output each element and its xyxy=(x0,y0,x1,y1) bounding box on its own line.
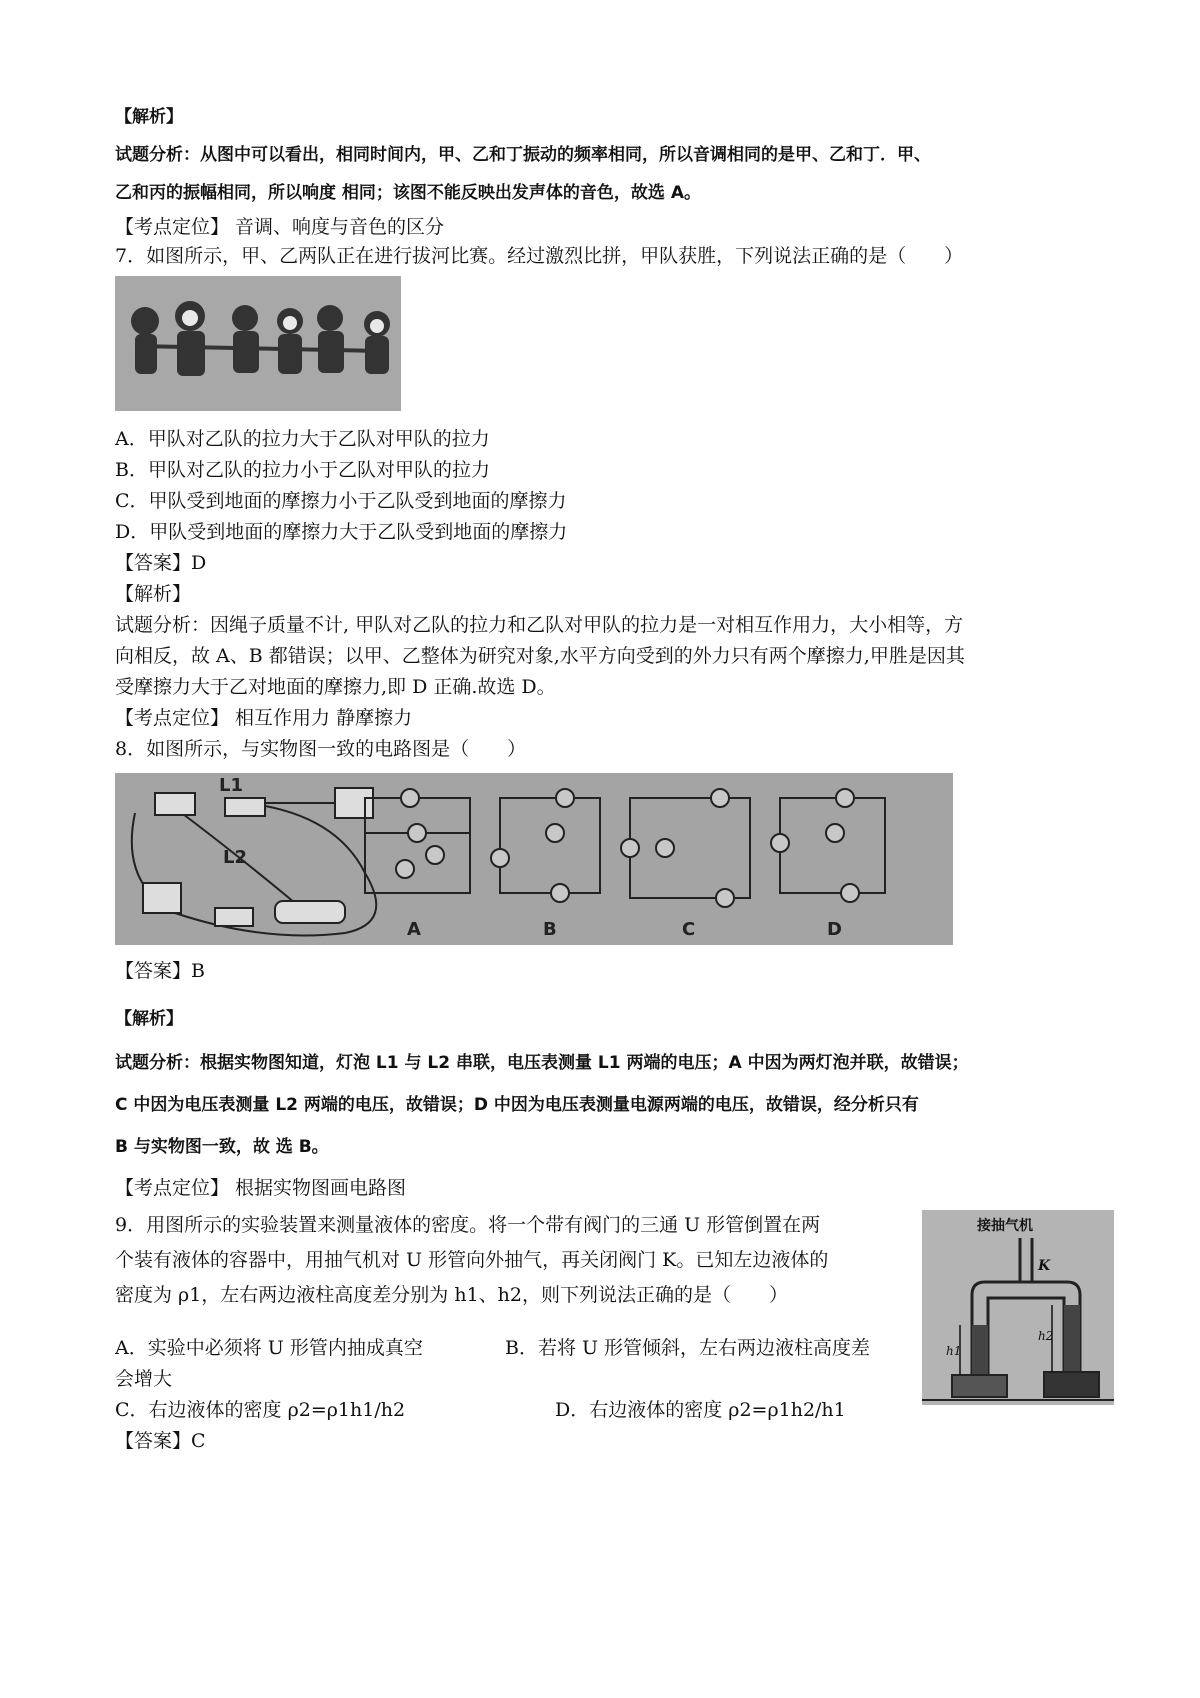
q8-analysis-line3: B 与实物图一致，故 选 B。 xyxy=(115,1137,329,1157)
pump-label: 接抽气机 xyxy=(977,1218,1033,1234)
q7-option-a: A．甲队对乙队的拉力大于乙队对甲队的拉力 xyxy=(115,428,490,450)
q9-answer: 【答案】C xyxy=(115,1430,206,1452)
q6-analysis-line1: 试题分析：从图中可以看出，相同时间内，甲、乙和丁振动的频率相同，所以音调相同的是甲、乙和丁．甲、 xyxy=(115,145,931,165)
q8-analysis-line2: C 中因为电压表测量 L2 两端的电压，故错误；D 中因为电压表测量电源两端的电压，故错误，经分析只有 xyxy=(115,1095,919,1115)
h2-label: h2 xyxy=(1038,1329,1054,1343)
q9-stem-line2: 个装有液体的容器中，用抽气机对 U 形管向外抽气，再关闭阀门 K。已知左边液体的 xyxy=(115,1249,829,1271)
q9-stem-line1: 9．用图所示的实验装置来测量液体的密度。将一个带有阀门的三通 U 形管倒置在两 xyxy=(115,1214,821,1236)
q8-kaodian: 【考点定位】 根据实物图画电路图 xyxy=(115,1177,407,1199)
q7-analysis-line3: 受摩擦力大于乙对地面的摩擦力,即 D 正确.故选 D。 xyxy=(115,676,556,698)
q7-analysis-line2: 向相反，故 A、B 都错误；以甲、乙整体为研究对象,水平方向受到的外力只有两个摩擦力,甲胜是因其 xyxy=(115,645,965,667)
q9-stem-line3: 密度为 ρ1，左右两边液柱高度差分别为 h1、h2，则下列说法正确的是（ ） xyxy=(115,1284,788,1306)
q9-option-a: A．实验中必须将 U 形管内抽成真空 xyxy=(115,1337,423,1359)
q7-option-b: B．甲队对乙队的拉力小于乙队对甲队的拉力 xyxy=(115,459,490,481)
valve-label: K xyxy=(1038,1258,1051,1274)
q8-analysis-tag: 【解析】 xyxy=(115,1009,183,1029)
physical-l1-label: L1 xyxy=(219,775,243,796)
q6-kaodian: 【考点定位】 音调、响度与音色的区分 xyxy=(115,216,445,238)
q8-stem: 8．如图所示，与实物图一致的电路图是（ ） xyxy=(115,738,527,760)
q7-answer: 【答案】D xyxy=(115,552,207,574)
q7-kaodian: 【考点定位】 相互作用力 静摩擦力 xyxy=(115,707,413,729)
q9-option-d: D．右边液体的密度 ρ2=ρ1h2/h1 xyxy=(555,1399,846,1421)
physical-l2-label: L2 xyxy=(223,847,247,868)
q6-analysis-line2: 乙和丙的振幅相同，所以响度 相同；该图不能反映出发声体的音色，故选 A。 xyxy=(115,183,701,203)
q9-option-c: C．右边液体的密度 ρ2=ρ1h1/h2 xyxy=(115,1399,406,1421)
q6-analysis-tag: 【解析】 xyxy=(115,107,183,127)
q8-analysis-line1: 试题分析：根据实物图知道，灯泡 L1 与 L2 串联，电压表测量 L1 两端的电压；A 中因为两灯泡并联，故错误； xyxy=(115,1053,969,1073)
tug-of-war-figure xyxy=(115,276,401,411)
q9-option-b-line2: 会增大 xyxy=(115,1368,173,1390)
q7-analysis-tag: 【解析】 xyxy=(115,583,192,605)
q7-analysis-line1: 试题分析：因绳子质量不计, 甲队对乙队的拉力和乙队对甲队的拉力是一对相互作用力，大小相等，方 xyxy=(115,614,964,636)
q7-option-c: C．甲队受到地面的摩擦力小于乙队受到地面的摩擦力 xyxy=(115,490,567,512)
circuit-label-d: D xyxy=(827,919,842,940)
circuit-label-a: A xyxy=(407,919,421,940)
circuit-figure xyxy=(115,773,953,945)
q7-option-d: D．甲队受到地面的摩擦力大于乙队受到地面的摩擦力 xyxy=(115,521,568,543)
q9-option-b-line1: B．若将 U 形管倾斜，左右两边液柱高度差 xyxy=(505,1337,871,1359)
q8-answer: 【答案】B xyxy=(115,960,205,982)
h1-label: h1 xyxy=(946,1344,962,1358)
q7-stem: 7．如图所示，甲、乙两队正在进行拔河比赛。经过激烈比拼，甲队获胜，下列说法正确的是（ ） xyxy=(115,245,964,267)
u-tube-figure xyxy=(922,1210,1114,1405)
circuit-label-c: C xyxy=(682,919,696,940)
circuit-label-b: B xyxy=(543,919,557,940)
